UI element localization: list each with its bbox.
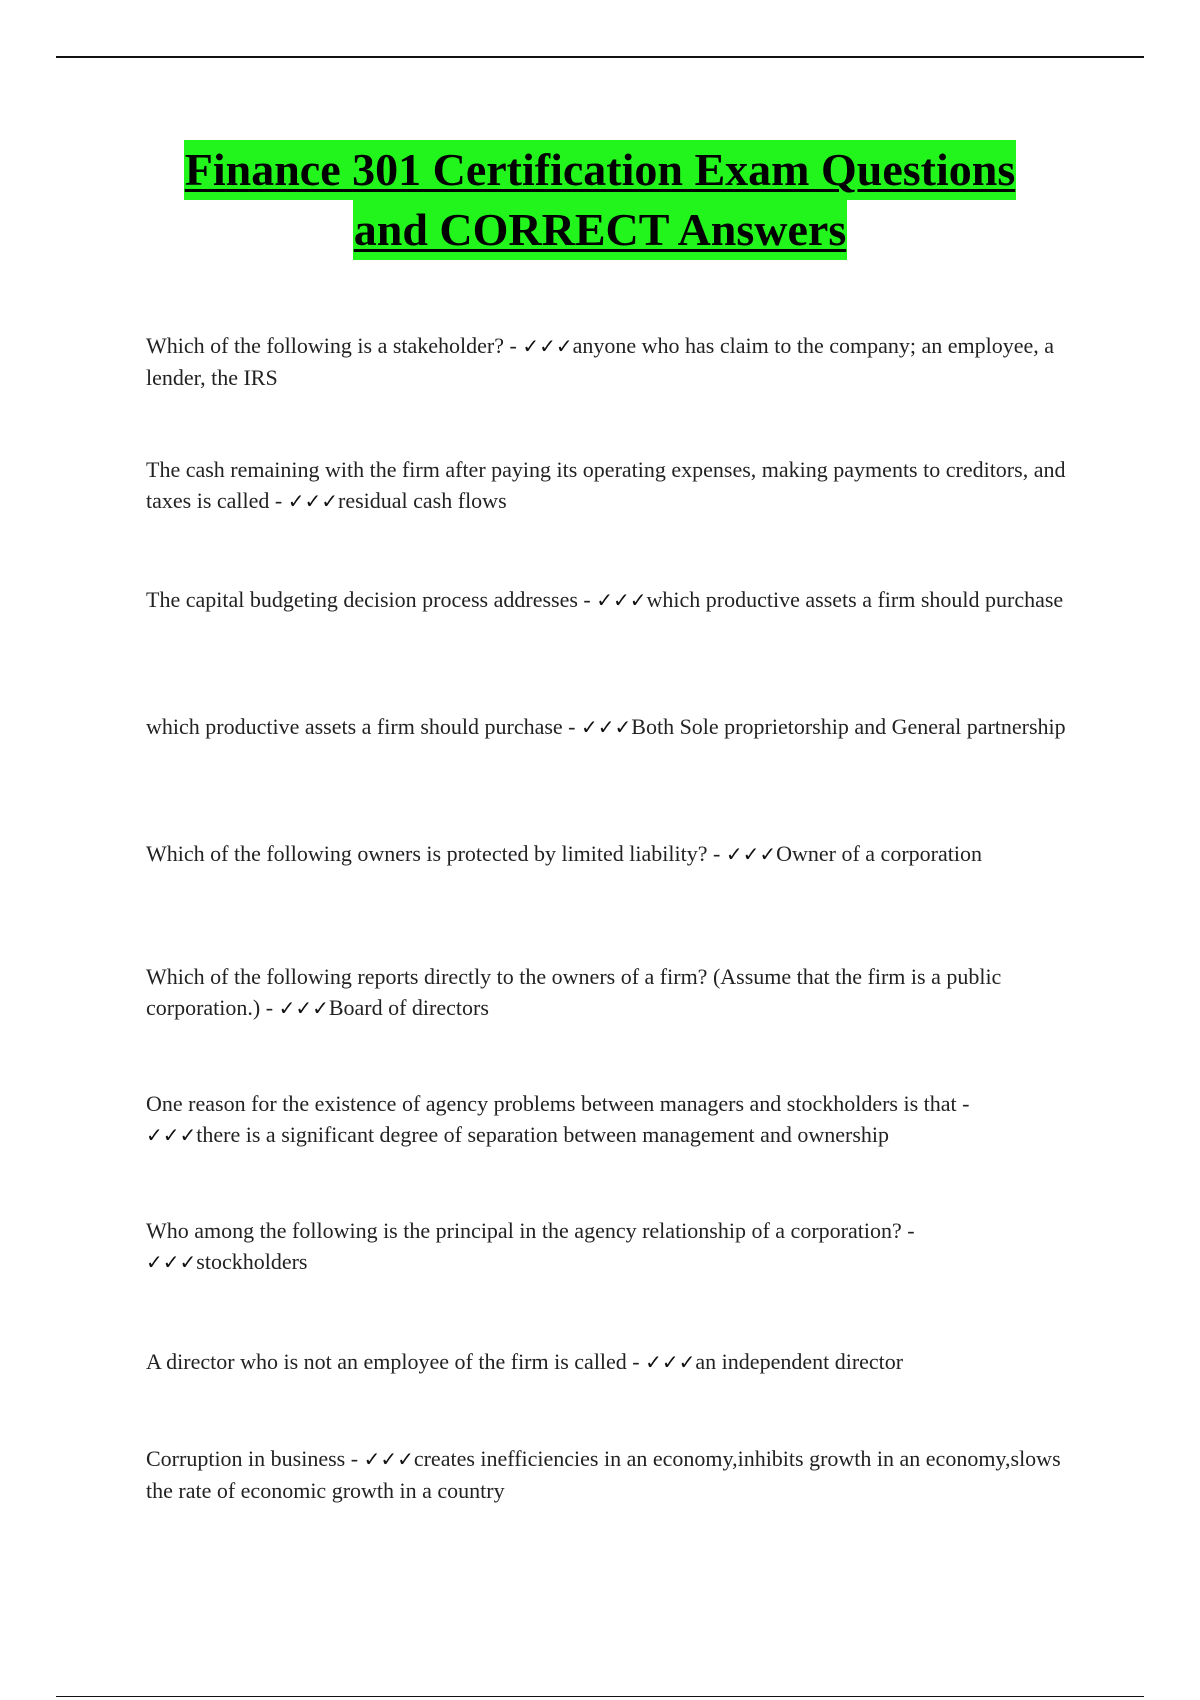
answer-text: Both Sole proprietorship and General partnership	[631, 714, 1066, 739]
top-rule	[56, 56, 1144, 58]
qa-item	[146, 838, 1066, 870]
answer-text: anyone who has claim to the company; an employee, a lender, the IRS	[146, 333, 1055, 390]
question-text: Which of the following reports directly to the owners of a firm? (Assume that the firm is a public corporation.) -	[146, 964, 1002, 1020]
check-marks-icon: ✓✓✓	[146, 1250, 197, 1274]
check-marks-icon: ✓✓✓	[645, 1350, 696, 1374]
title-line-1: Finance 301 Certification Exam Questions	[184, 140, 1017, 200]
answer-text: an independent director	[695, 1349, 904, 1374]
qa-item	[146, 330, 1066, 393]
qa-item	[146, 584, 1066, 616]
bottom-rule	[56, 1696, 1144, 1697]
answer-text: residual cash flows	[338, 488, 507, 513]
check-marks-icon: ✓✓✓	[725, 842, 777, 866]
qa-item	[146, 454, 1066, 517]
question-text: Which of the following owners is protected by limited liability? -	[146, 841, 726, 866]
answer-text: stockholders	[196, 1249, 308, 1274]
question-text: Which of the following is a stakeholder? -	[146, 333, 523, 358]
question-text: Corruption in business -	[146, 1446, 364, 1471]
qa-item	[146, 1088, 1066, 1151]
question-text: Who among the following is the principal in the agency relationship of a corporation? -	[146, 1218, 915, 1243]
check-marks-icon: ✓✓✓	[287, 489, 339, 513]
check-marks-icon: ✓✓✓	[522, 334, 573, 358]
answer-text: Board of directors	[328, 995, 489, 1020]
check-marks-icon: ✓✓✓	[596, 588, 647, 612]
answer-text: Owner of a corporation	[776, 841, 982, 866]
qa-item	[146, 711, 1066, 743]
qa-item	[146, 1443, 1066, 1506]
qa-item	[146, 1346, 1066, 1378]
check-marks-icon: ✓✓✓	[363, 1447, 414, 1471]
question-text: A director who is not an employee of the firm is called -	[146, 1349, 646, 1374]
check-marks-icon: ✓✓✓	[581, 715, 632, 739]
question-text: The capital budgeting decision process addresses -	[146, 587, 597, 612]
document-title	[0, 140, 1200, 260]
title-line-2: and CORRECT Answers	[353, 200, 847, 260]
question-text: The cash remaining with the firm after paying its operating expenses, making payments to creditors, and taxes is called -	[146, 457, 1066, 513]
check-marks-icon: ✓✓✓	[146, 1123, 197, 1147]
answer-text: creates inefficiencies in an economy,inhibits growth in an economy,slows the rate of economic growth in a country	[146, 1446, 1061, 1503]
answer-text: which productive assets a firm should purchase	[646, 587, 1064, 612]
qa-item	[146, 961, 1066, 1024]
question-text: One reason for the existence of agency problems between managers and stockholders is that -	[146, 1091, 970, 1116]
question-text: which productive assets a firm should purchase -	[146, 714, 581, 739]
check-marks-icon: ✓✓✓	[278, 996, 329, 1020]
qa-item	[146, 1215, 1066, 1278]
answer-text: there is a significant degree of separation between management and ownership	[196, 1122, 890, 1147]
